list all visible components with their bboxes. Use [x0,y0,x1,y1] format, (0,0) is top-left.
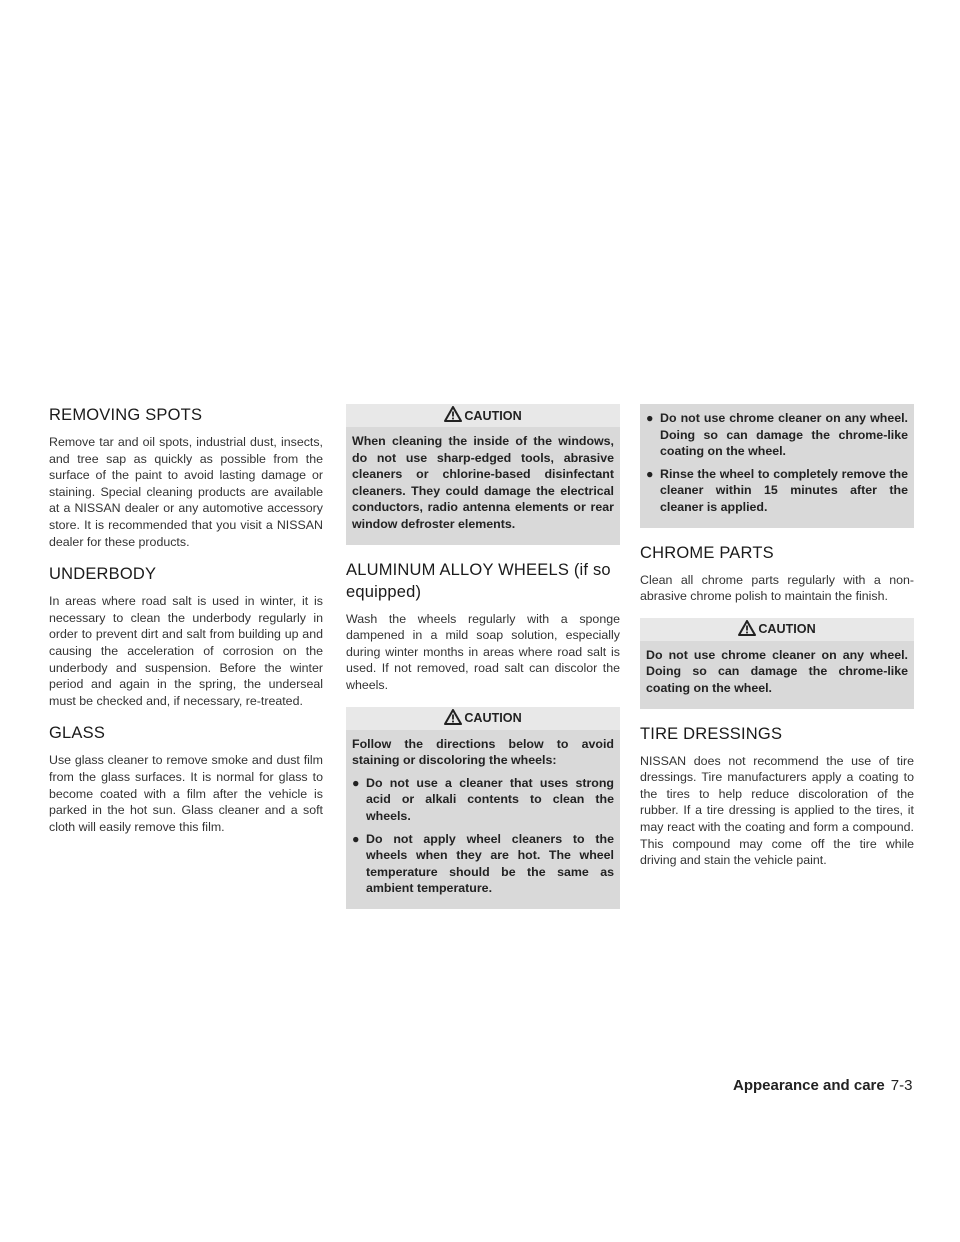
caution-box-continued [640,404,914,528]
section-body-removing-spots: Remove tar and oil spots, industrial dust, insects, and tree sap as quickly as possible from the surface of the paint to avoid lasting damage or staining. Special cleaning products are available at a NISSAN dealer or any automotive accessory store. It is recommended that you visit a NISSAN dealer for these products. [49,435,323,549]
section-title-wheels: ALUMINUM ALLOY WHEELS (if so equipped) [346,560,611,601]
caution-header [346,707,620,730]
caution-box-chrome [640,618,914,709]
caution-header [640,618,914,641]
section-body-chrome: Clean all chrome parts regularly with a non-abrasive chrome polish to maintain the finish. [640,572,914,604]
warning-triangle-icon [738,620,758,639]
caution-label: CAUTION [758,622,816,637]
caution-text: When cleaning the inside of the windows, do not use sharp-edged tools, abrasive cleaners or chlorine-based disinfectant cleaners. They could damage the electrical conductors, radio antenna elements or rear window defroster elements. [352,434,614,531]
bullet-text: Do not use a cleaner that uses strong acid or alkali contents to clean the wheels. [366,775,614,823]
warning-triangle-icon [444,406,464,425]
caution-bullet-item [646,410,908,460]
page-number: 7-3 [890,1077,913,1094]
caution-bullet-item [352,831,614,897]
caution-text: Do not use chrome cleaner on any wheel. Doing so can damage the chrome-like coating on the wheel. [646,647,908,695]
caution-label: CAUTION [464,711,522,726]
caution-bullet-item [352,775,614,825]
bullet-text: Rinse the wheel to completely remove the cleaner within 15 minutes after the cleaner is applied. [660,466,908,514]
bullet-icon: ● [352,775,360,790]
section-title-chrome: CHROME PARTS [640,543,774,562]
column-right [640,404,914,882]
bullet-text: Do not use chrome cleaner on any wheel. Doing so can damage the chrome-like coating on the wheel. [660,411,908,459]
section-title-removing-spots: REMOVING SPOTS [49,406,203,424]
section-body-underbody: In areas where road salt is used in winter, it is necessary to clean the underbody regularly in order to prevent dirt and salt from building up and causing the acceleration of corrosion on the underbody and suspension. Before the winter period and again in the spring, the underseal must be checked and, if necessary, re-treated. [49,594,323,708]
column-left [49,404,323,848]
caution-label: CAUTION [464,408,522,423]
section-body-tire-dressings: NISSAN does not recommend the use of tire dressings. Tire manufacturers apply a coating to the tires to help reduce discoloration of the rubber. If a tire dressing is applied to the tires, it may react with the coating and form a compound. This compound may come off the tire while driving and stain the vehicle paint. [640,753,914,868]
page-footer [733,1077,912,1094]
caution-box-windows [346,404,620,545]
section-body-glass: Use glass cleaner to remove smoke and dust film from the glass surfaces. It is normal for glass to become coated with a film after the vehicle is parked in the hot sun. Glass cleaner and a soft cloth will easily remove this film. [49,753,323,834]
section-title-glass: GLASS [49,724,106,743]
caution-header [346,404,620,427]
bullet-icon: ● [352,831,360,846]
bullet-text: Do not apply wheel cleaners to the wheels when they are hot. The wheel temperature should be the same as ambient temperature. [366,831,614,896]
warning-triangle-icon [444,709,464,728]
footer-section-title: Appearance and care [733,1077,885,1094]
bullet-icon: ● [646,466,654,481]
section-title-tire-dressings: TIRE DRESSINGS [640,724,783,743]
caution-bullet-item [646,466,908,516]
caution-box-wheels [346,707,620,909]
section-body-wheels: Wash the wheels regularly with a sponge dampened in a mild soap solution, especially during winter months in areas where road salt is used. If not removed, road salt can discolor the wheels. [346,611,620,692]
caution-intro: Follow the directions below to avoid staining or discoloring the wheels: [352,736,614,768]
bullet-icon: ● [646,411,654,425]
column-middle [346,404,620,923]
section-title-underbody: UNDERBODY [49,565,157,584]
